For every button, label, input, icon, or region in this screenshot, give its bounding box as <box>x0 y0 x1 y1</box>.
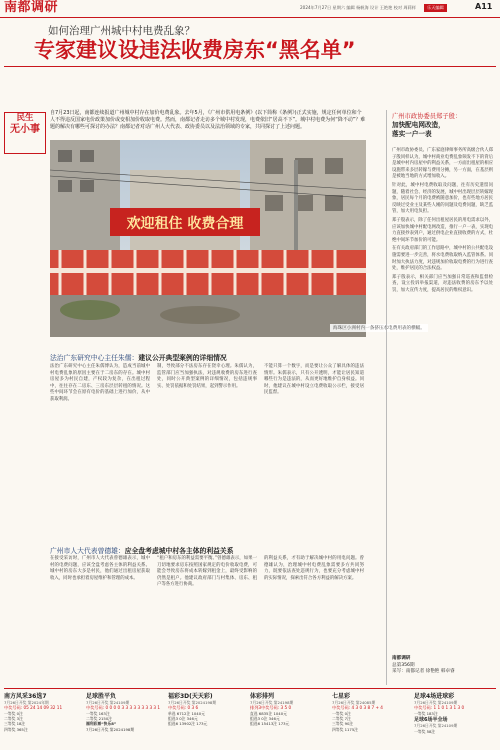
lottery-block <box>414 691 494 749</box>
lottery-row: 二等奖 7注 <box>332 716 351 722</box>
right-column-kicker: 广州市政协委员郑子殷： <box>392 113 462 120</box>
column-divider <box>386 110 387 685</box>
badge-top: 民生 <box>16 113 34 123</box>
section-2-title: 应全盘考虑城中村各主体的利益关系 <box>124 547 234 555</box>
lottery-row: 四等奖 365注 <box>4 726 28 732</box>
column-badge <box>4 112 46 154</box>
lottery-block <box>168 691 248 749</box>
article-subhead: 如何治理广州城中村电费乱象？ <box>48 25 195 37</box>
masthead-logo: 南都调研 <box>4 0 59 15</box>
lottery-block <box>332 691 412 749</box>
photo-illustration <box>50 140 366 337</box>
headline-rule <box>4 66 496 67</box>
byline-issue: 总第356期 <box>392 662 415 668</box>
lottery-row: 四等奖 1175注 <box>332 726 359 732</box>
right-column-body <box>392 148 493 296</box>
lottery-row: 一等奖 0注 <box>332 711 351 716</box>
byline-reporters: 采写：南都记者 徐艳艳 韩卓睿 <box>392 669 455 674</box>
lottery-numbers: 中奖号码: 1 1 0 1 3 1 3 0 <box>414 705 465 711</box>
lottery-numbers: 中奖号码: 0 3 6 <box>168 705 199 711</box>
lottery-date: 7月26日开奖 第24109期 <box>414 700 458 705</box>
section-2-kicker: 广州市人大代表曾德雄： <box>50 547 125 555</box>
lottery-row: 二等奖 2150注 <box>86 716 113 722</box>
lottery-date: 7月26日开奖 第24198期 <box>250 700 294 705</box>
section-1-kicker: 法治广东研究中心主任朱儒： <box>50 354 139 362</box>
lottery-row: 一等奖 163注 <box>86 711 110 716</box>
lottery-numbers: 中奖号码: 4 3 0 3 8 7 + 4 <box>332 705 383 711</box>
lottery-row: 一等奖 0注 <box>4 711 23 716</box>
lottery-date: 7月26日开奖 第2024198期 <box>168 700 217 705</box>
lottery-block <box>250 691 330 749</box>
right-column-title-2: 落实一户一表 <box>392 130 432 138</box>
lottery-row: 福利彩票“快乐8” <box>86 721 117 727</box>
rc-paragraph: 在有关政府部门的工作思路中，城中村的公共配电设施需要进一步完善，将水电费收取纳入监管体系。同时加大执法力度，对违规加价收取电费的行为进行查处，维护居民的合法权益。 <box>392 246 493 272</box>
lottery-title: 足球胜平负 <box>86 693 117 700</box>
rc-paragraph: 郑子殷表示，除了任何出租屋居民的用电需求以外，应该加快城中村配电网改造，推行一户一表，实现电力直接抄表到户，通过供电企业直接收费的方式，杜绝中间环节加价的可能。 <box>392 217 493 243</box>
lottery-row: 组选3 0注 346元 <box>250 716 280 722</box>
lottery-results <box>4 688 496 749</box>
lottery-row: 三等奖 90注 <box>332 721 354 727</box>
lottery-row: 7月26日开奖 第2024198期 <box>86 726 135 732</box>
rc-paragraph: 广州市政协委员、广东家庭律师事务所高级合伙人郑子殷同样认为，城中村商业电费乱象频发不下的背后是城中村内房屋中的利益关系，一方面出租屋的相应设施带来多层转嫁与费用分摊，另一方面，在基层则是被地当地的方式增加收入。 <box>392 148 493 180</box>
lottery-row: 组选6 13902注 173元 <box>168 721 208 727</box>
section-1-col-3: 不能只算一个数字，而是要让公众了解具体的违法情形。朱儒表示，只有公开透明，才能让居民知道哪些行为是违法的，从而更好地维护自身权益。同时，他建议在城中村设立电费收取公示栏，接受居民监督。 <box>264 364 364 396</box>
lottery-row: 一等奖 58注 <box>414 728 436 734</box>
section-1-col-2: 制，导致部分不法房东存在侥幸心理。朱儒认为，监管部门应当加强执法，对违规收费的房东进行查处，同时公开典型案例的详细情况，包括违规事实、处罚依据和处罚结果，起到警示作用。 <box>157 364 257 389</box>
lottery-title: 七星彩 <box>332 693 351 700</box>
right-column-heading <box>392 112 492 139</box>
article-lede: 自7月23日起，南都连续报道广州城中村存在加价电费乱象。去年5月，《广州市供用电条例》(以下简称《条例》)正式实施，规定任何单位和个人不得违反国家电价政策加价或变相加价收取电费。然而，南都记者走访多个城中村发现，电费依旧“居高不下”。城中村电费为何“降不动”？难题的解决有哪些可探讨的办法？南都记者对话广州人大代表、政协委员以及法治领域的专家，共同探讨了上述问题。 <box>50 110 366 131</box>
article-photo <box>50 140 366 337</box>
lottery-row: 直选 6835注 1040元 <box>250 711 287 716</box>
right-column-title-1: 加快配电网改造， <box>392 121 445 129</box>
lottery-row: 二等奖 3注 <box>4 716 23 722</box>
byline-column: 南都调研 <box>392 656 411 661</box>
lottery-title: 体彩排列 <box>250 693 275 700</box>
section-2-col-1: 在接受采访时，广州市人大代表曾德雄表示，城中村的电费问题，应该全盘考虑各主体的利益关系。城中村的房东大多是村民，他们通过出租房屋获取收入，同时也承担着房屋维护和管理的成本。 <box>50 556 150 581</box>
lottery-block <box>4 691 84 749</box>
lottery-numbers: 中奖号码: 05 24 14 09 32 11 <box>4 705 63 711</box>
section-1-title: 建议公开典型案例的详细情况 <box>138 354 227 362</box>
issue-info: 2024年7月27日 星期六 编辑 杨帆海 设计 王艳艳 校对 周莉样 <box>300 5 416 10</box>
lottery-block <box>86 691 166 749</box>
lottery-title: 足球4场进球彩 <box>414 693 455 700</box>
section-2-col-2: “租户和房东的利益需要平衡。”曾德雄表示，如果一刀切地要求房东按照国家规定的电价收取电费，可能会导致房东将成本转嫁到租金上，最终受影响的仍然是租户。他建议政府部门与村集体、房东、租户等各方进行协商。 <box>157 556 257 588</box>
byline <box>392 656 492 676</box>
lottery-row: 单选 6712注 1040元 <box>168 711 205 716</box>
lottery-row: 三等奖 18注 <box>4 721 26 727</box>
section-2-heading <box>50 545 234 555</box>
lottery-numbers: 中奖号码: 0 0 0 0 3 3 3 3 3 3 3 3 3 1 <box>86 705 161 711</box>
section-1-col-1: 法治广东研究中心主任朱儒博认为，造成当前城中村电费乱象的原因主要在于二房东的存在。城中村房屋多为村民自建，产权较为复杂，在出租过程中，往往存在二房东、三房东层层转租的情况。这些中间环节会在原有电价的基础上进行加价，从中获取利润。 <box>50 364 150 402</box>
lottery-row: 组选3 0注 346元 <box>168 716 198 722</box>
section-1-heading <box>50 352 227 362</box>
rc-paragraph: 针对此，城中村电费收取及问题，往有历史遗留问题，随着社会、经济的发展，城中村出现层层转嫁现象，居民每个月的电费被随意加价，也有些地方居民反映过受业主及某些人刚的问题及电费问题，缺乏监管，加大用电负担。 <box>392 182 493 215</box>
section-2-col-3: 的利益关系，才有助于解决城中村的用电问题。曾德雄认为，治理城中村电费乱象需要多方共同努力，既要依法查处违规行为，也要充分考虑城中村的实际情况，探索出符合各方利益的解决方案。 <box>264 556 364 581</box>
lottery-title: 南方风采36选7 <box>4 693 47 700</box>
lottery-title: 福彩3D(天天彩) <box>168 693 213 700</box>
lottery-row: 组选6 15413注 173元 <box>250 721 290 727</box>
photo-caption: 海珠区小洲村内一条挤压水电费用表的横幅。 <box>330 324 428 332</box>
banner-text: 欢迎租住 收费合理 <box>126 216 244 232</box>
lottery-date: 7月26日开奖 第24109期 <box>86 700 130 705</box>
lottery-date: 7月26日开奖 第2024年期 <box>4 700 49 705</box>
lottery-row: 7月26日开奖 第24109期 <box>414 723 458 729</box>
rc-paragraph: 郑子殷表示，相关部门应当加强日常巡查和监督检查，设立投诉举报渠道，对违法收费的房东予以处罚，加大宣传力度，提高居民的维权意识。 <box>392 274 493 293</box>
badge-bottom: 无小事 <box>10 124 40 135</box>
lottery-row: 一等奖 183注 <box>414 711 438 716</box>
page-number: A11 <box>475 2 493 11</box>
lottery-subtitle: 足球6场半全场 <box>414 717 448 724</box>
editor-tag: 乐天编辑 <box>424 4 447 12</box>
lottery-date: 7月26日开奖 第24085期 <box>332 700 376 705</box>
lottery-numbers: 排列3中奖号码: 3 5 0 <box>250 705 292 711</box>
article-headline: 专家建议设违法收费房东“黑名单” <box>34 38 356 62</box>
